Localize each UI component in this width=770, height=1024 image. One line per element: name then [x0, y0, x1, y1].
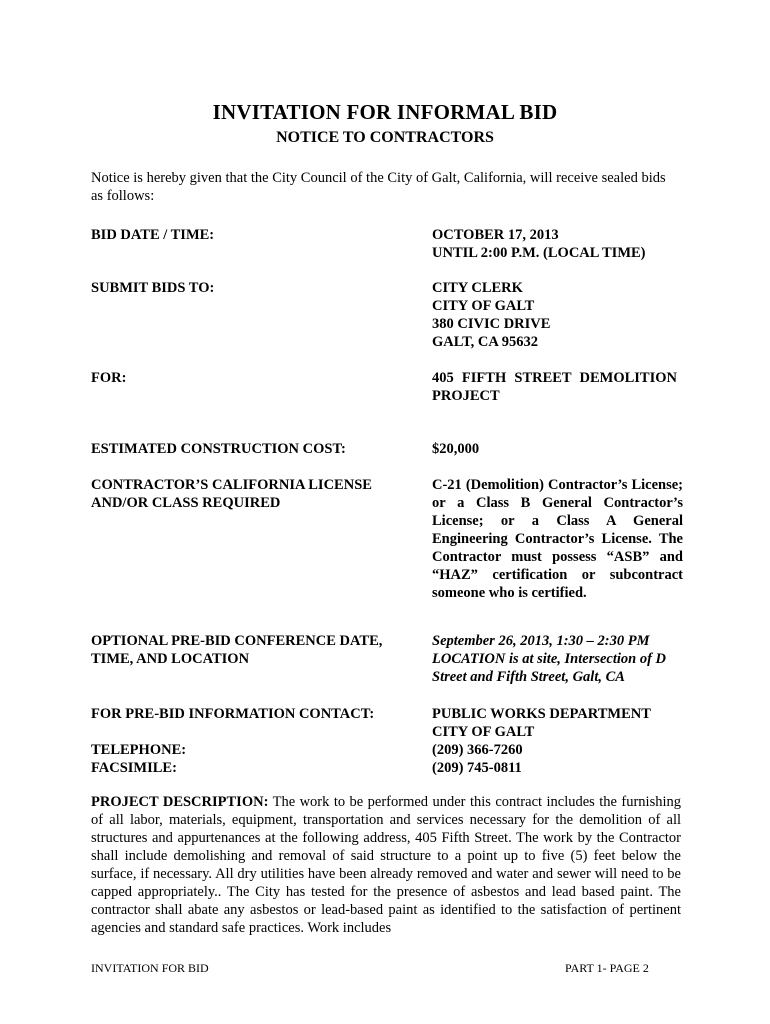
conference-location: Street and Fifth Street, Galt, CA — [432, 669, 625, 685]
project-name-text: 405 FIFTH STREET DEMOLITION PROJECT — [432, 370, 677, 404]
project-description-heading: PROJECT DESCRIPTION: — [91, 794, 269, 810]
facsimile-value: (209) 745-0811 — [432, 760, 522, 776]
conference-location: LOCATION is at site, Intersection of D — [432, 651, 667, 667]
contact-department: PUBLIC WORKS DEPARTMENT — [432, 706, 651, 722]
conference-details — [432, 632, 683, 686]
contact-label: FOR PRE-BID INFORMATION CONTACT: — [91, 706, 375, 722]
footer-page-number: PART 1- PAGE 2 — [565, 961, 649, 975]
project-name — [432, 369, 677, 405]
project-description — [91, 793, 681, 937]
license-requirements — [432, 476, 683, 602]
contact-city: CITY OF GALT — [432, 724, 535, 740]
address-line: GALT, CA 95632 — [432, 334, 538, 350]
license-label — [91, 476, 411, 512]
facsimile-label: FACSIMILE: — [91, 760, 177, 776]
project-description-text: The work to be performed under this contract includes the furnishing of all labor, materials, equipment, transportation and services necessary for the demolition of all structures and appurtenances at the following address, 405 Fifth Street. The work by the Contractor shall include demolishing and removal of said structure to a point up to five (5) feet below the surface, if necessary. All dry utilities have been already removed and water and sewer will need to be capped appropriately.. The City has tested for the presence of asbestos and lead based paint. The contractor shall abate any asbestos or lead-based paint as identified to the satisfaction of pertinent agencies and standard safe practices. Work includes — [91, 794, 682, 936]
contact-value — [432, 705, 683, 741]
conference-label-line: OPTIONAL PRE-BID CONFERENCE DATE, — [91, 633, 383, 649]
bid-date-line: OCTOBER 17, 2013 — [432, 227, 559, 243]
cost-value: $20,000 — [432, 441, 480, 457]
telephone-label: TELEPHONE: — [91, 742, 187, 758]
conference-label — [91, 632, 411, 668]
submit-bids-address — [432, 279, 683, 351]
telephone-value: (209) 366-7260 — [432, 742, 523, 758]
bid-date-label: BID DATE / TIME: — [91, 227, 215, 243]
bid-date-value — [432, 226, 683, 262]
conference-label-line: TIME, AND LOCATION — [91, 651, 250, 667]
license-requirements-text: C-21 (Demolition) Contractor’s License; or a Class B General Contractor’s License; or a Class A General Engineering Contractor’s License. The Contractor must possess “ASB” and “HAZ” certification or subcontract someone who is certified. — [432, 477, 683, 601]
intro-paragraph: Notice is hereby given that the City Council of the City of Galt, California, will receive sealed bids as follows: — [91, 170, 666, 204]
cost-label: ESTIMATED CONSTRUCTION COST: — [91, 441, 346, 457]
bid-time-line: UNTIL 2:00 P.M. (LOCAL TIME) — [432, 245, 646, 261]
footer-left: INVITATION FOR BID — [91, 961, 209, 975]
page-title: INVITATION FOR INFORMAL BID — [212, 100, 558, 124]
address-line: CITY OF GALT — [432, 298, 535, 314]
submit-bids-label: SUBMIT BIDS TO: — [91, 280, 215, 296]
page-subtitle: NOTICE TO CONTRACTORS — [276, 129, 494, 146]
license-label-line: CONTRACTOR’S CALIFORNIA LICENSE — [91, 477, 372, 493]
conference-date: September 26, 2013, 1:30 – 2:30 PM — [432, 633, 650, 649]
address-line: CITY CLERK — [432, 280, 523, 296]
for-label: FOR: — [91, 370, 127, 386]
address-line: 380 CIVIC DRIVE — [432, 316, 551, 332]
license-label-line: AND/OR CLASS REQUIRED — [91, 495, 281, 511]
